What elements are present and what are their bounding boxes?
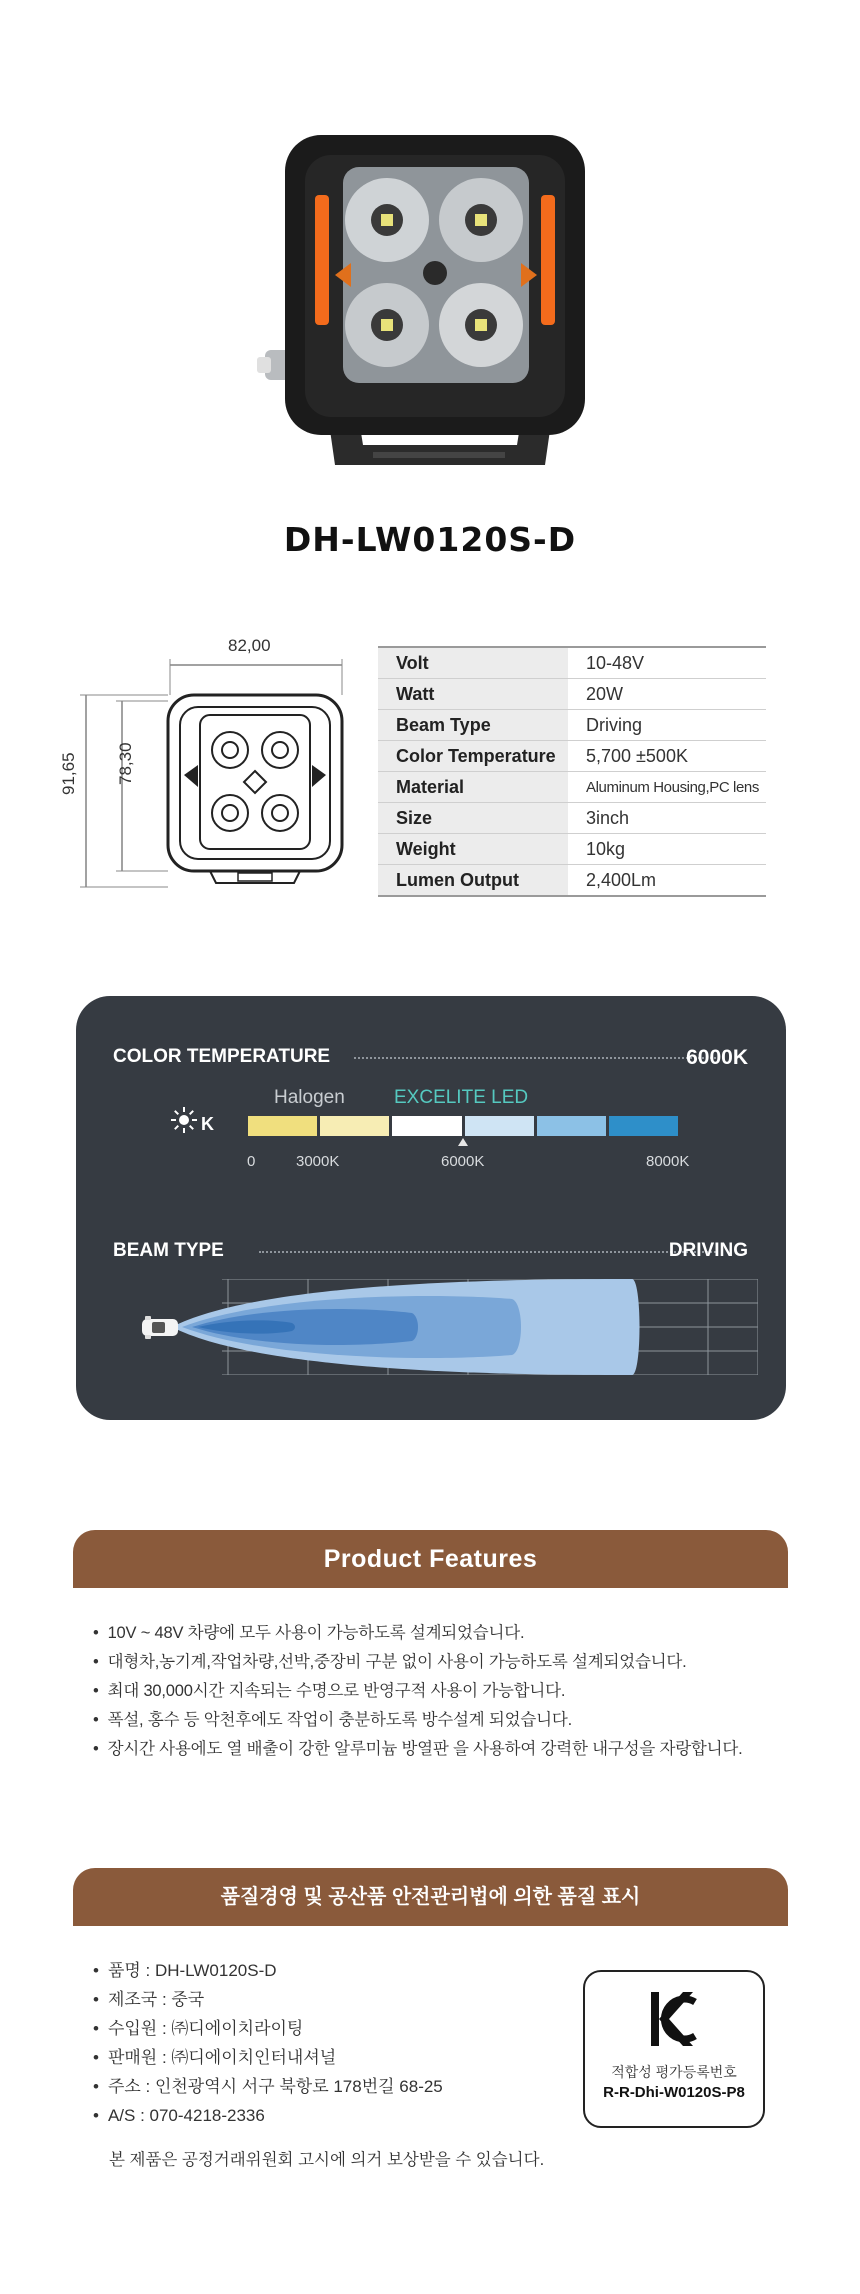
list-item: • 10V ~ 48V 차량에 모두 사용이 가능하도록 설계되었습니다. (93, 1619, 743, 1648)
spec-row (378, 834, 766, 865)
spec-key: Watt (378, 679, 568, 710)
spec-value: 10kg (568, 834, 766, 865)
list-item: • 최대 30,000시간 지속되는 수명으로 반영구적 사용이 가능합니다. (93, 1677, 743, 1706)
model-name: DH-LW0120S-D (283, 520, 577, 559)
color-beam-panel (76, 996, 786, 1420)
inner-height-dimension-label: 78,30 (116, 742, 135, 785)
color-scale-segment (248, 1116, 317, 1136)
spec-row (378, 679, 766, 710)
spec-value: 20W (568, 679, 766, 710)
list-item: • 판매원 : ㈜디에이치인터내셔널 (93, 2043, 443, 2072)
list-item: • 수입원 : ㈜디에이치라이팅 (93, 2014, 443, 2043)
dotted-leader (354, 1057, 724, 1059)
spec-row (378, 710, 766, 741)
spec-key: Color Temperature (378, 741, 568, 772)
current-value-marker (458, 1138, 468, 1146)
beam-type-value: DRIVING (668, 1240, 748, 1261)
excelite-label: EXCELITE LED (394, 1087, 529, 1108)
spec-key: Lumen Output (378, 865, 568, 897)
list-item: • A/S : 070-4218-2336 (93, 2101, 443, 2130)
color-scale-segment (320, 1116, 389, 1136)
features-header: Product Features (73, 1530, 788, 1588)
scale-tick: 3000K (296, 1153, 340, 1170)
list-item: • 폭설, 홍수 등 악천후에도 작업이 충분하도록 방수설계 되었습니다. (93, 1706, 743, 1735)
spec-row (378, 865, 766, 897)
compensation-notice: 본 제품은 공정거래위원회 고시에 의거 보상받을 수 있습니다. (109, 2151, 545, 2169)
quality-header: 품질경영 및 공산품 안전관리법에 의한 품질 표시 (73, 1868, 788, 1926)
spec-value: Driving (568, 710, 766, 741)
color-scale-segment (609, 1116, 678, 1136)
scale-tick: 8000K (646, 1153, 690, 1170)
list-item: • 주소 : 인천광역시 서구 북항로 178번길 68-25 (93, 2072, 443, 2101)
spec-row (378, 772, 766, 803)
spec-key: Volt (378, 647, 568, 679)
scale-tick: 6000K (441, 1153, 485, 1170)
quality-info-list (93, 1956, 443, 2130)
spec-row (378, 647, 766, 679)
color-scale-segment (392, 1116, 461, 1136)
spec-value: 3inch (568, 803, 766, 834)
list-item: • 품명 : DH-LW0120S-D (93, 1956, 443, 1985)
spec-value: 2,400Lm (568, 865, 766, 897)
kc-number: R-R-Dhi-W0120S-P8 (603, 2084, 745, 2101)
color-scale-segment (537, 1116, 606, 1136)
kelvin-label: K (201, 1114, 214, 1134)
halogen-label: Halogen (274, 1087, 345, 1108)
color-temperature-value: 6000K (686, 1046, 748, 1069)
width-dimension-label: 82,00 (228, 636, 271, 655)
beam-type-title: BEAM TYPE (113, 1240, 224, 1261)
scale-tick: 0 (247, 1153, 256, 1170)
kc-mark-icon (647, 1988, 699, 2050)
list-item: • 장시간 사용에도 열 배출이 강한 알루미늄 방열판 을 사용하여 강력한 내구성을 자랑합니다. (93, 1735, 743, 1764)
beam-pattern-diagram (112, 1279, 758, 1375)
sun-icon (170, 1106, 198, 1134)
dotted-leader (259, 1251, 716, 1253)
color-temperature-title: COLOR TEMPERATURE (113, 1046, 331, 1067)
list-item: • 제조국 : 중국 (93, 1985, 443, 2014)
kc-certification-box (583, 1970, 765, 2128)
spec-key: Size (378, 803, 568, 834)
spec-value: Aluminum Housing,PC lens (568, 772, 766, 803)
color-scale-segment (465, 1116, 534, 1136)
dimension-drawing (70, 635, 370, 905)
color-scale-bar (248, 1116, 678, 1136)
spec-table (378, 646, 766, 897)
kc-label: 적합성 평가등록번호 (611, 2064, 737, 2080)
spec-value: 5,700 ±500K (568, 741, 766, 772)
spec-key: Weight (378, 834, 568, 865)
spec-key: Beam Type (378, 710, 568, 741)
spec-row (378, 741, 766, 772)
features-list (93, 1619, 743, 1764)
list-item: • 대형차,농기계,작업차량,선박,중장비 구분 없이 사용이 가능하도록 설계되었습니다. (93, 1648, 743, 1677)
spec-key: Material (378, 772, 568, 803)
spec-value: 10-48V (568, 647, 766, 679)
outer-height-dimension-label: 91,65 (59, 752, 78, 795)
spec-row (378, 803, 766, 834)
product-photo (255, 125, 615, 495)
